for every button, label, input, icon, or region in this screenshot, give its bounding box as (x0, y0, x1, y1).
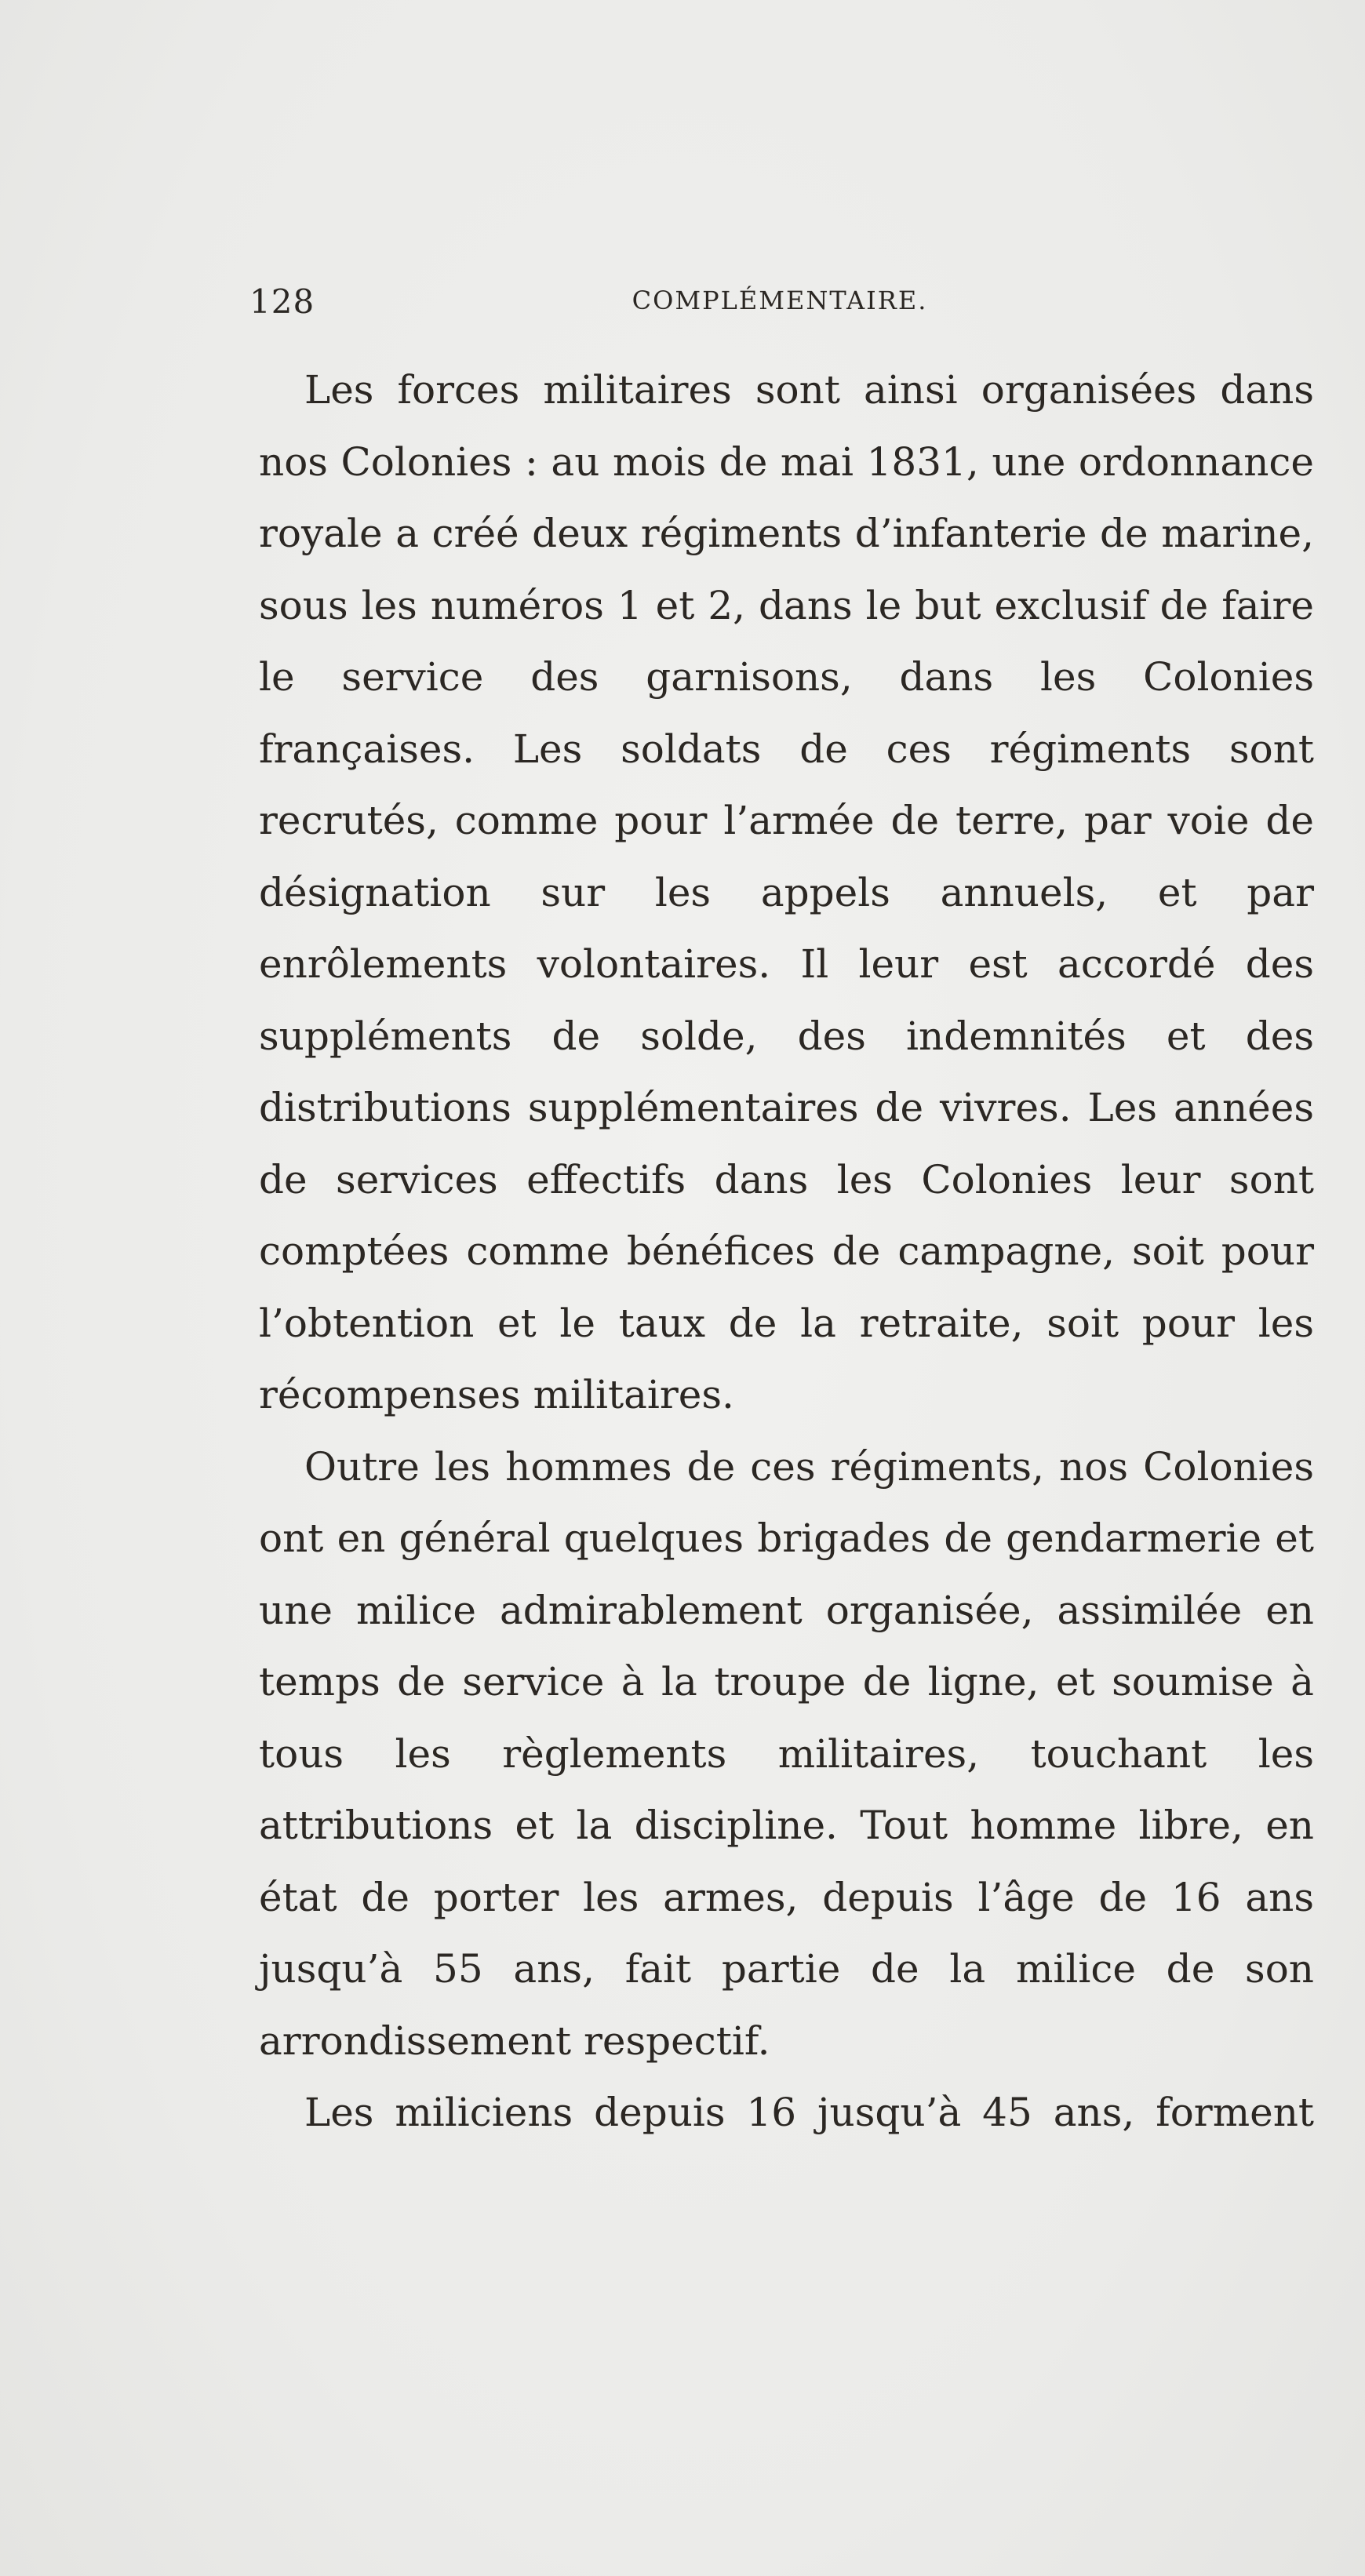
paragraph-militiamen: Les miliciens depuis 16 jusqu’à 45 ans, forment (304, 2090, 1314, 2135)
body-text (259, 355, 1314, 2149)
page-number: 128 (249, 282, 315, 321)
paragraph-militia: Outre les hommes de ces régiments, nos Colonies ont en général quelques brigades de gendarmerie et une milice admirablement organisée, assimilée en temps de service à la troupe de ligne, et soumise à tous les règlements militaires, touchant les attributions et la discipline. Tout homme libre, en état de porter les armes, depuis l’âge de 16 ans jusqu’à 55 ans, fait partie de la milice de son arrondissement respectif. (259, 1443, 1314, 2064)
running-head-title: COMPLÉMENTAIRE. (632, 286, 928, 315)
running-head (249, 282, 1310, 322)
paragraph-military-forces: Les forces militaires sont ainsi organisées dans nos Colonies : au mois de mai 1831, une ordonnance royale a créé deux régiments d’infanterie de marine, sous les numéros 1 et 2, dans le but exclusif de faire le service des garnisons, dans les Colonies françaises. Les soldats de ces régiments sont recrutés, comme pour l’armée de terre, par voie de désignation sur les appels annuels, et par enrôlements volontaires. Il leur est accordé des suppléments de solde, des indemnités et des distributions supplémentaires de vivres. Les années de services effectifs dans les Colonies leur sont comptées comme bénéfices de campagne, soit pour l’obtention et le taux de la retraite, soit pour les récompenses militaires. (259, 367, 1314, 1417)
